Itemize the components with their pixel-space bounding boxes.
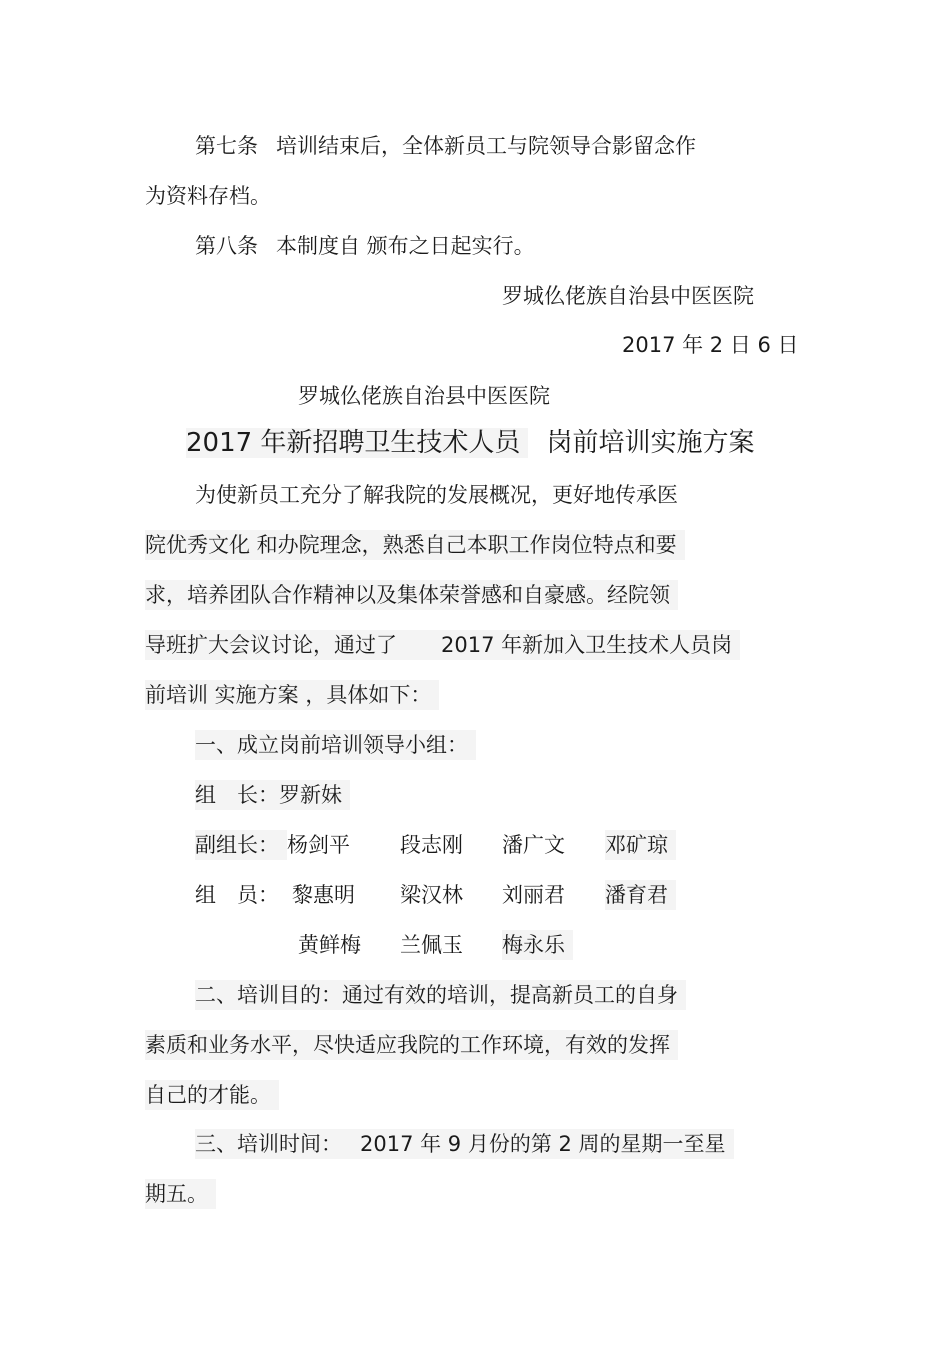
plan-title-part1: 2017 年新招聘卫生技术人员 — [186, 428, 528, 458]
plan-org-title: 罗城仫佬族自治县中医医院 — [298, 384, 550, 408]
member-name-7: 梅永乐 — [502, 930, 573, 960]
member-name-4: 潘育君 — [605, 880, 676, 910]
article7-line2: 为资料存档。 — [145, 184, 271, 208]
intro-line-3: 求，培养团队合作精神以及集体荣誉感和自豪感。经院领 — [145, 580, 678, 610]
section2-line-3: 自己的才能。 — [145, 1080, 279, 1110]
article7-label: 第七条 — [195, 134, 258, 158]
plan-title — [186, 426, 754, 460]
deputy-name-3: 潘广文 — [502, 833, 565, 857]
leader-row — [195, 780, 350, 810]
deputy-label: 副组长： — [195, 833, 279, 857]
intro-line-1: 为使新员工充分了解我院的发展概况，更好地传承医 — [195, 483, 678, 507]
signature-org: 罗城仫佬族自治县中医医院 — [502, 284, 754, 308]
deputy-name-2: 段志刚 — [400, 833, 463, 857]
member-name-2: 梁汉林 — [400, 883, 463, 907]
member-name-5: 黄鲜梅 — [298, 933, 361, 957]
section1-heading: 一、成立岗前培训领导小组： — [195, 730, 476, 760]
deputy-name-4: 邓矿琼 — [605, 830, 676, 860]
member-name-6: 兰佩玉 — [400, 933, 463, 957]
member-label: 组 员： — [195, 883, 279, 907]
article7-text1: 培训结束后，全体新员工与院领导合影留念作 — [276, 134, 696, 158]
member-name-1: 黎惠明 — [292, 883, 355, 907]
section3-line-1 — [195, 1129, 734, 1159]
deputy-name-1: 杨剑平 — [287, 833, 350, 857]
leader-name: 罗新妹 — [279, 783, 342, 807]
deputy-row — [195, 830, 287, 860]
intro-line-2: 院优秀文化 和办院理念，熟悉自己本职工作岗位特点和要 — [145, 530, 685, 560]
leader-label: 组 长： — [195, 783, 279, 807]
article7-line1 — [195, 131, 696, 161]
intro-line-5: 前培训 实施方案 ，具体如下： — [145, 680, 439, 710]
section3-label: 三、培训时间： — [195, 1132, 342, 1156]
section3-time: 2017 年 9 月份的第 2 周的星期一至星 — [360, 1132, 726, 1156]
section2-line-2: 素质和业务水平，尽快适应我院的工作环境，有效的发挥 — [145, 1030, 678, 1060]
section2-line-1: 二、培训目的：通过有效的培训，提高新员工的自身 — [195, 980, 686, 1010]
intro-line-4 — [145, 630, 740, 660]
article8-text: 本制度自 颁布之日起实行。 — [276, 234, 535, 258]
article8-line — [195, 231, 535, 261]
member-name-3: 刘丽君 — [502, 883, 565, 907]
intro-line-4a: 导班扩大会议讨论，通过了 — [145, 633, 397, 657]
signature-date: 2017 年 2 日 6 日 — [622, 333, 799, 357]
section3-line-2: 期五。 — [145, 1179, 216, 1209]
article8-label: 第八条 — [195, 234, 258, 258]
plan-title-part2: 岗前培训实施方案 — [546, 428, 755, 458]
intro-line-4b: 2017 年新加入卫生技术人员岗 — [441, 633, 733, 657]
